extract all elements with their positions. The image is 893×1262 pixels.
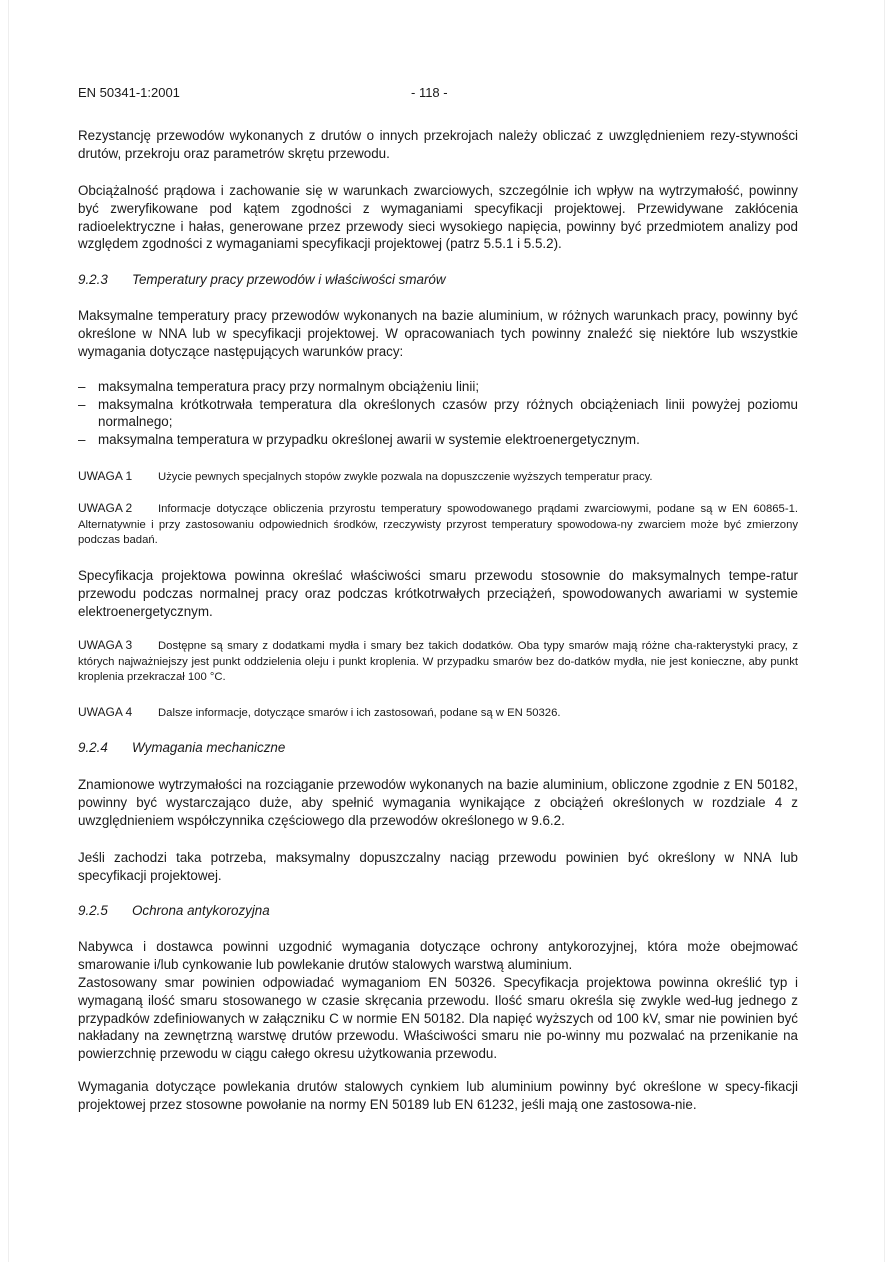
paragraph-grease-specification: Specyfikacja projektowa powinna określać właściwości smaru przewodu stosownie do maksymalnych tempe-ratur przewodu podczas normalnej pracy oraz podczas krótkotrwałych przeciążeń, spowodowanych awariami w systemie elektroenergetycznym. xyxy=(78,568,798,619)
section-heading-9-2-4 xyxy=(78,739,798,757)
note-label: UWAGA 2 xyxy=(78,501,133,515)
section-heading-9-2-3 xyxy=(78,271,798,289)
section-number: 9.2.5 xyxy=(78,903,108,918)
note-label: UWAGA 4 xyxy=(78,705,133,719)
scan-edge-right xyxy=(884,0,885,1262)
section-number: 9.2.4 xyxy=(78,740,108,755)
note-2 xyxy=(78,501,798,549)
section-title: Ochrona antykorozyjna xyxy=(132,903,270,918)
paragraph-current-capacity: Obciążalność prądowa i zachowanie się w warunkach zwarciowych, szczególnie ich wpływ na wytrzymałość, powinny być zweryfikowane pod kątem zgodności z wymaganiami specyfikacji projektowej. Przewidywane zakłócenia radioelektryczne i hałas, generowane przez przewody sieci wysokiego napięcia, powinny być przedmiotem analizy pod względem zgodności z wymaganiami specyfikacji projektowej (patrz 5.5.1 i 5.5.2). xyxy=(78,183,798,252)
note-text: Dalsze informacje, dotyczące smarów i ich zastosowań, podane są w EN 50326. xyxy=(158,707,561,719)
paragraph-corrosion-agreement: Nabywca i dostawca powinni uzgodnić wymagania dotyczące ochrony antykorozyjnej, która może obejmować smarowanie i/lub cynkowanie lub powlekanie drutów stalowych warstwą aluminium. xyxy=(78,939,798,972)
section-heading-9-2-5 xyxy=(78,902,798,920)
note-text: Informacje dotyczące obliczenia przyrostu temperatury spowodowanego prądami zwarciowymi, podane są w EN 60865-1. Alternatywnie i przy zastosowaniu odpowiednich środków, rzeczywisty przyrost temperatury spowodowa-ny zwarciem może być zmierzony podczas badań. xyxy=(78,503,798,547)
page-number: - 118 - xyxy=(411,85,448,100)
list-item: – maksymalna temperatura pracy przy normalnym obciążeniu linii; xyxy=(78,379,480,394)
note-label: UWAGA 1 xyxy=(78,469,133,483)
scan-edge-left xyxy=(8,0,9,1262)
section-title: Wymagania mechaniczne xyxy=(132,740,286,755)
note-4 xyxy=(78,705,798,722)
note-text: Dostępne są smary z dodatkami mydła i smary bez takich dodatków. Oba typy smarów mają różne cha-rakterystyki pracy, z których najważniejszy jest punkt oddzielenia oleju i punkt kroplenia. W przypadku smarów bez do-datków mydła, nie jest konieczne, aby punkt kroplenia przekraczał 100 °C. xyxy=(78,640,798,684)
note-text: Użycie pewnych specjalnych stopów zwykle pozwala na dopuszczenie wyższych temperatur pracy. xyxy=(158,471,653,483)
document-id: EN 50341-1:2001 xyxy=(78,85,180,100)
section-title: Temperatury pracy przewodów i właściwości smarów xyxy=(132,272,446,287)
note-3 xyxy=(78,638,798,686)
note-label: UWAGA 3 xyxy=(78,638,133,652)
paragraph-max-temperatures: Maksymalne temperatury pracy przewodów wykonanych na bazie aluminium, w różnych warunkach pracy, powinny być określone w NNA lub w specyfikacji projektowej. W opracowaniach tych powinny znaleźć się niektóre lub wszystkie wymagania dotyczące następujących warunków pracy: xyxy=(78,308,798,359)
conditions-list xyxy=(78,378,798,448)
list-item: – maksymalna krótkotrwała temperatura dla określonych czasów przy różnych obciążeniach linii powyżej poziomu normalnego; xyxy=(78,396,798,430)
paragraph-grease-requirements: Zastosowany smar powinien odpowiadać wymaganiom EN 50326. Specyfikacja projektowa powinna określić typ i wymaganą ilość smaru stosowanego w czasie skręcania przewodu. Ilość smaru określa się zwykle wed-ług jednego z przypadków zdefiniowanych w załączniku C w normie EN 50182. Dla napięć wyższych od 100 kV, smar nie powinien być nakładany na zewnętrzną warstwę drutów przewodu. Właściwości smaru nie po-winny mu pozwalać na przenikanie na powierzchnię przewodu w ciągu całego okresu użytkowania przewodu. xyxy=(78,975,798,1062)
section-number: 9.2.3 xyxy=(78,272,108,287)
note-1 xyxy=(78,469,798,486)
paragraph-max-tension: Jeśli zachodzi taka potrzeba, maksymalny dopuszczalny naciąg przewodu powinien być określony w NNA lub specyfikacji projektowej. xyxy=(78,850,798,883)
paragraph-tensile-strength: Znamionowe wytrzymałości na rozciąganie przewodów wykonanych na bazie aluminium, obliczone zgodnie z EN 50182, powinny być wystarczająco duże, aby spełnić wymagania wynikające z obciążeń określonych w rozdziale 4 z uwzględnieniem współczynnika częściowego dla przewodów określonego w 9.6.2. xyxy=(78,777,798,828)
paragraph-coating-requirements: Wymagania dotyczące powlekania drutów stalowych cynkiem lub aluminium powinny być określone w specy-fikacji projektowej przez stosowne powołanie na normy EN 50189 lub EN 61232, jeśli mają one zastosowa-nie. xyxy=(78,1079,798,1112)
paragraph-resistance: Rezystancję przewodów wykonanych z drutów o innych przekrojach należy obliczać z uwzględnieniem rezy-stywności drutów, przekroju oraz parametrów skrętu przewodu. xyxy=(78,128,798,161)
list-item: – maksymalna temperatura w przypadku określonej awarii w systemie elektroenergetycznym. xyxy=(78,431,640,447)
